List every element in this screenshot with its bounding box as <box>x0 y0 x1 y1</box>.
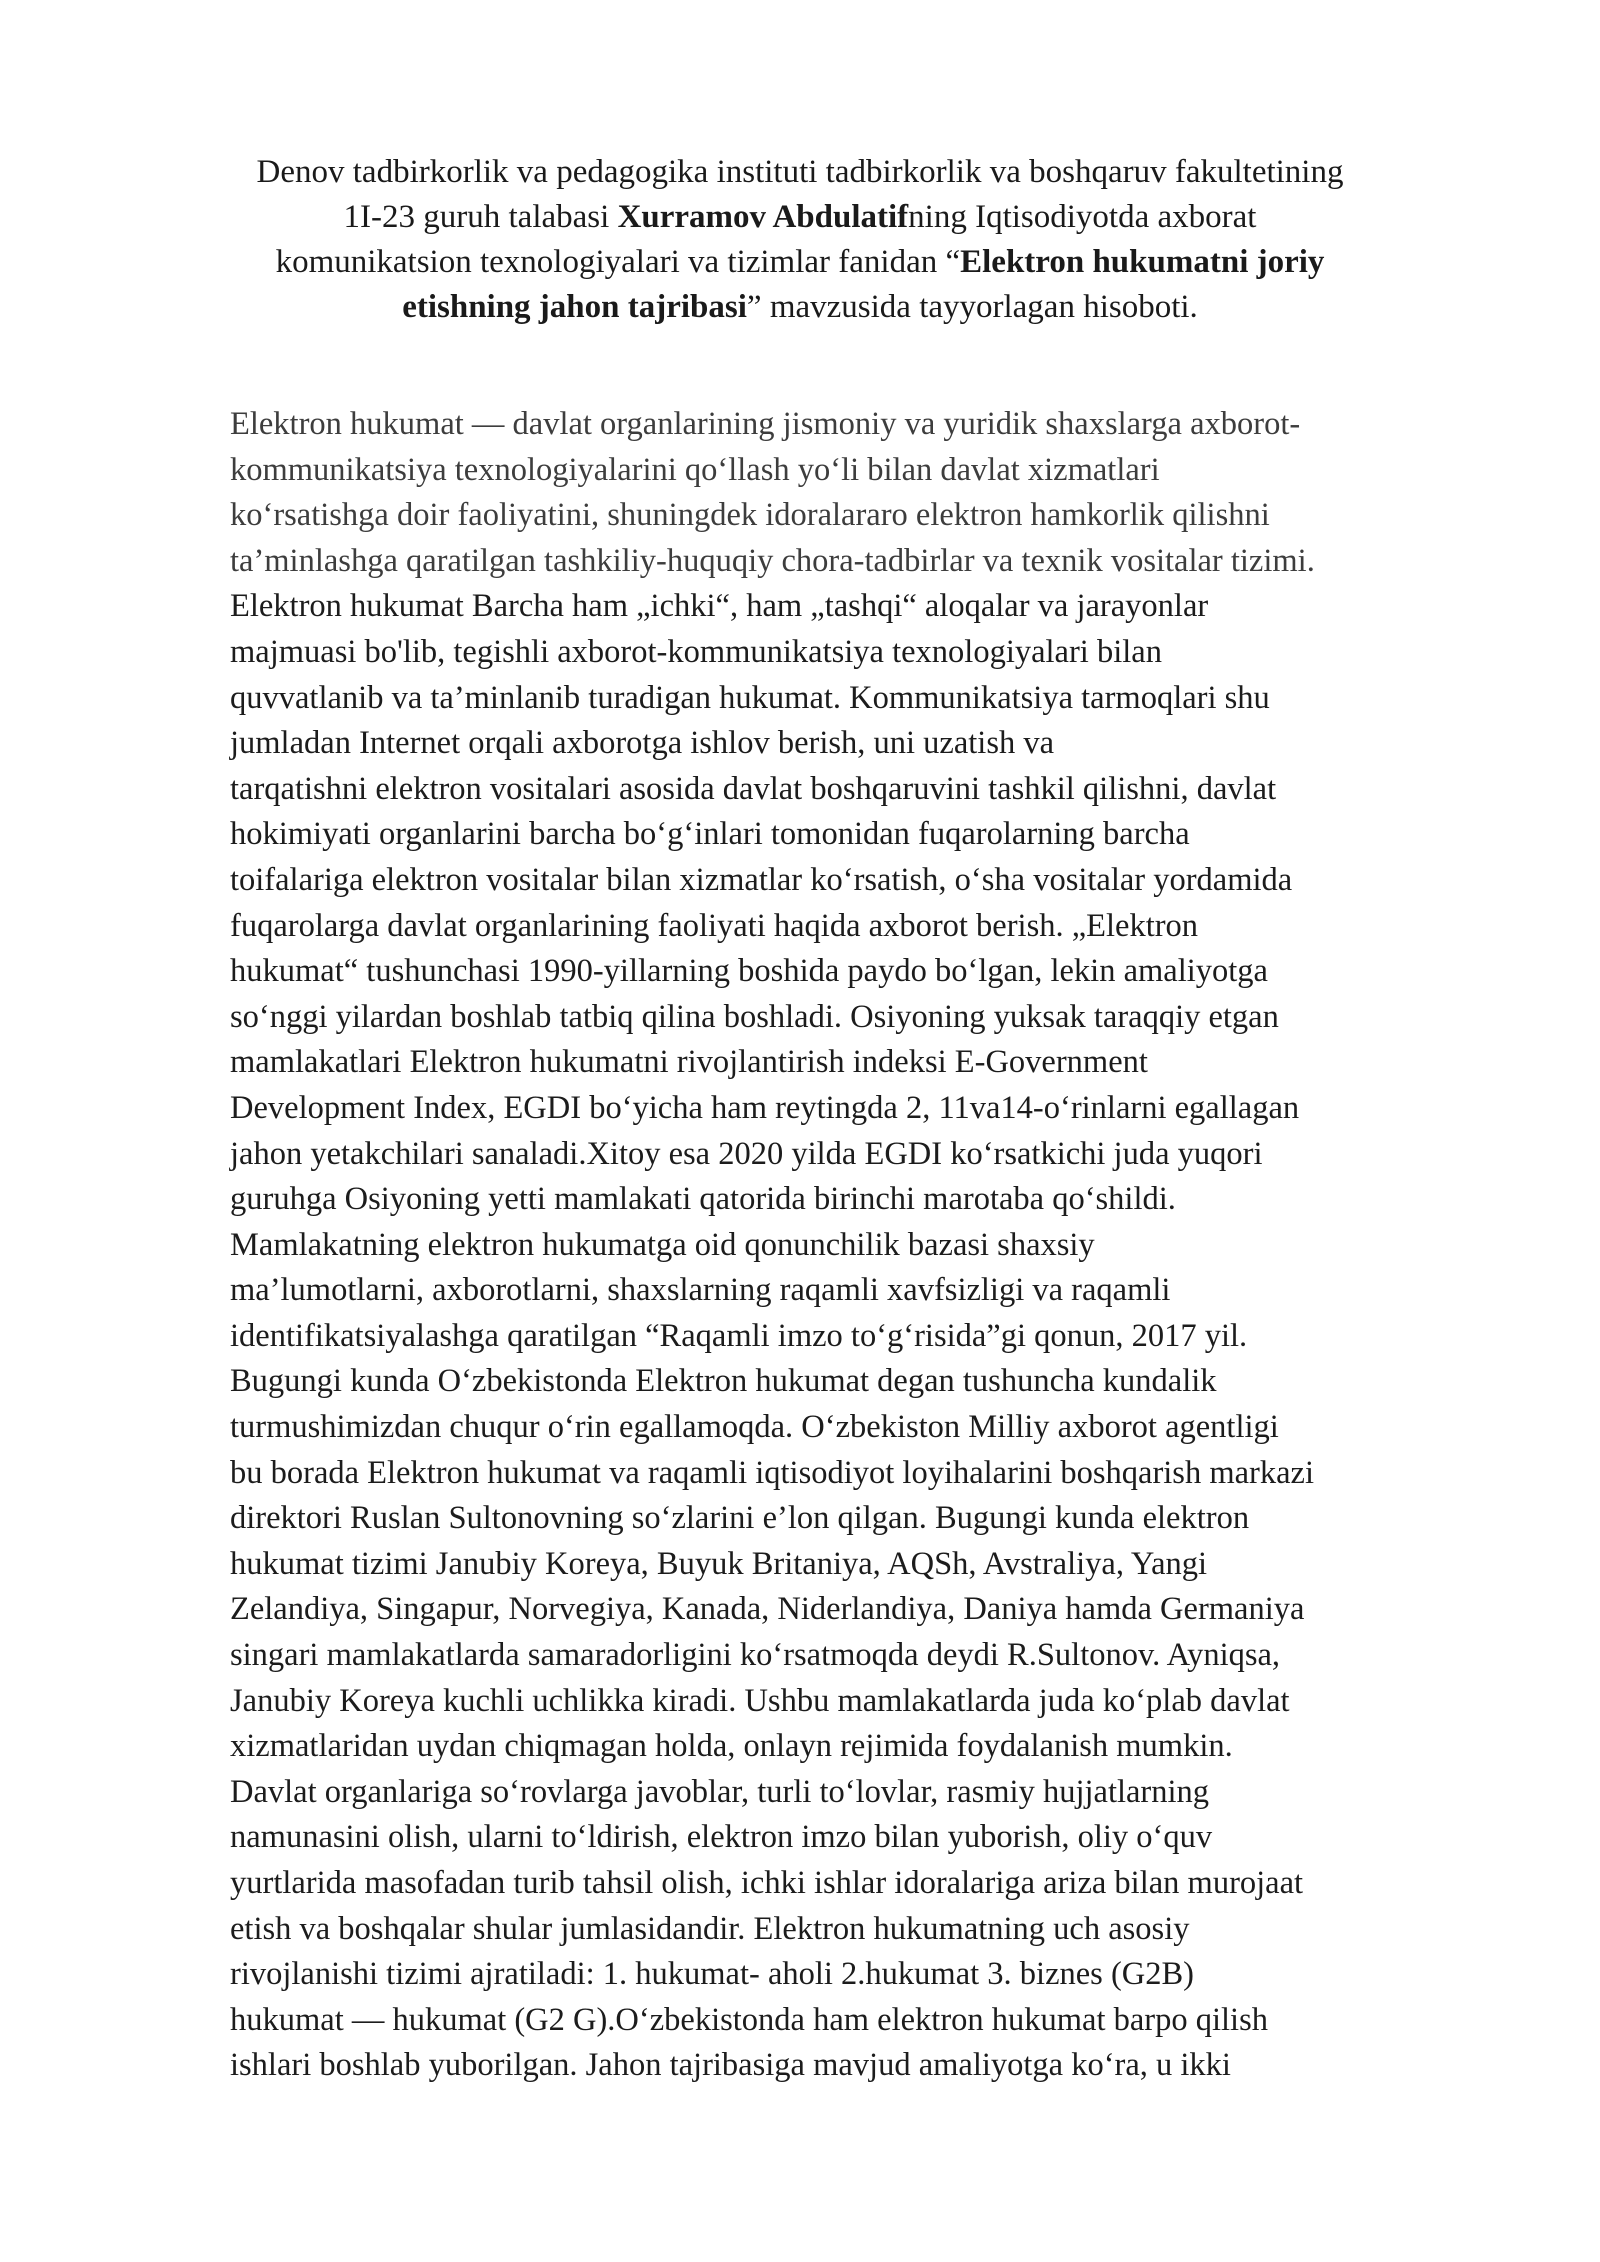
body-line: ishlari boshlab yuborilgan. Jahon tajribasiga mavjud amaliyotga ko‘ra, u ikki <box>230 2047 1231 2084</box>
body-line: so‘nggi yilardan boshlab tatbiq qilina boshladi. Osiyoning yuksak taraqqiy etgan <box>230 998 1279 1035</box>
heading-group-text: 1I-23 guruh talabasi <box>343 199 618 235</box>
body-line: identifikatsiyalashga qaratilgan “Raqamli imzo to‘g‘risida”gi qonun, 2017 yil. <box>230 1317 1248 1354</box>
body-line: Zelandiya, Singapur, Norvegiya, Kanada, Niderlandiya, Daniya hamda Germaniya <box>230 1591 1305 1628</box>
body-line: quvvatlanib va ta’minlanib turadigan hukumat. Kommunikatsiya tarmoqlari shu <box>230 679 1270 716</box>
body-line: rivojlanishi tizimi ajratiladi: 1. hukumat- aholi 2.hukumat 3. biznes (G2B) <box>230 1956 1194 1993</box>
body-line: hukumat tizimi Janubiy Koreya, Buyuk Britaniya, AQSh, Avstraliya, Yangi <box>230 1545 1208 1582</box>
body-line: ta’minlashga qaratilgan tashkiliy-huquqiy chora-tadbirlar va texnik vositalar tizimi. <box>230 542 1315 579</box>
heading-course-text: komunikatsion texnologiyalari va tizimlar fanidan “ <box>275 244 961 280</box>
report-topic-part-1: Elektron hukumatni joriy <box>960 244 1325 280</box>
body-line: Davlat organlariga so‘rovlarga javoblar, turli to‘lovlar, rasmiy hujjatlarning <box>230 1773 1210 1810</box>
body-line: toifalariga elektron vositalar bilan xizmatlar ko‘rsatish, o‘sha vositalar yordamida <box>230 861 1293 898</box>
heading-subject-text: ning Iqtisodiyotda axborat <box>908 199 1257 235</box>
body-line: majmuasi bo'lib, tegishli axborot-kommunikatsiya texnologiyalari bilan <box>230 633 1162 670</box>
body-line: Bugungi kunda O‘zbekistonda Elektron hukumat degan tushuncha kundalik <box>230 1363 1217 1400</box>
body-line: Janubiy Koreya kuchli uchlikka kiradi. Ushbu mamlakatlarda juda ko‘plab davlat <box>230 1682 1290 1719</box>
heading-institute-text: Denov tadbirkorlik va pedagogika instituti tadbirkorlik va boshqaruv fakultetining <box>256 154 1344 190</box>
body-line: bu borada Elektron hukumat va raqamli iqtisodiyot loyihalarini boshqarish markazi <box>230 1454 1314 1491</box>
body-line: fuqarolarga davlat organlarining faoliyati haqida axborot berish. „Elektron <box>230 907 1199 944</box>
body-line: etish va boshqalar shular jumlasidandir. Elektron hukumatning uch asosiy <box>230 1910 1190 1947</box>
report-heading <box>180 150 1420 330</box>
body-line: xizmatlaridan uydan chiqmagan holda, onlayn rejimida foydalanish mumkin. <box>230 1728 1233 1765</box>
body-line: direktori Ruslan Sultonovning so‘zlarini e’lon qilgan. Bugungi kunda elektron <box>230 1500 1250 1537</box>
student-name: Xurramov Abdulatif <box>617 199 909 235</box>
body-line: Elektron hukumat Barcha ham „ichki“, ham „tashqi“ aloqalar va jarayonlar <box>230 588 1209 625</box>
body-line: Elektron hukumat — davlat organlarining jismoniy va yuridik shaxslarga axborot- <box>230 406 1301 442</box>
body-line: jahon yetakchilari sanaladi.Xitoy esa 2020 yilda EGDI ko‘rsatkichi juda yuqori <box>230 1135 1263 1172</box>
body-line: jumladan Internet orqali axborotga ishlov berish, uni uzatish va <box>230 725 1055 762</box>
body-line: hukumat — hukumat (G2 G).O‘zbekistonda ham elektron hukumat barpo qilish <box>230 2001 1268 2038</box>
report-body <box>230 402 1530 2089</box>
body-line: mamlakatlari Elektron hukumatni rivojlantirish indeksi E-Government <box>230 1044 1148 1081</box>
body-line: singari mamlakatlarda samaradorligini ko‘rsatmoqda deydi R.Sultonov. Ayniqsa, <box>230 1637 1281 1674</box>
body-line: ma’lumotlarni, axborotlarni, shaxslarning raqamli xavfsizligi va raqamli <box>230 1272 1171 1309</box>
body-line: hokimiyati organlarini barcha bo‘g‘inlari tomonidan fuqarolarning barcha <box>230 816 1190 853</box>
body-line: namunasini olish, ularni to‘ldirish, elektron imzo bilan yuborish, oliy o‘quv <box>230 1819 1213 1856</box>
body-line: yurtlarida masofadan turib tahsil olish, ichki ishlar idoralariga ariza bilan murojaat <box>230 1865 1304 1901</box>
heading-closing-text: ” mavzusida tayyorlagan hisoboti. <box>746 289 1198 325</box>
body-line: hukumat“ tushunchasi 1990-yillarning boshida paydo bo‘lgan, lekin amaliyotga <box>230 953 1268 990</box>
body-line: Development Index, EGDI bo‘yicha ham reytingda 2, 11va14-o‘rinlarni egallagan <box>230 1089 1300 1126</box>
report-topic-part-2: etishning jahon tajribasi <box>402 289 747 325</box>
body-line: tarqatishni elektron vositalari asosida davlat boshqaruvini tashkil qilishni, davlat <box>230 770 1277 807</box>
body-line: guruhga Osiyoning yetti mamlakati qatorida birinchi marotaba qo‘shildi. <box>230 1181 1176 1218</box>
body-line: Mamlakatning elektron hukumatga oid qonunchilik bazasi shaxsiy <box>230 1226 1095 1263</box>
body-line: kommunikatsiya texnologiyalarini qo‘llash yo‘li bilan davlat xizmatlari <box>230 451 1160 488</box>
body-line: ko‘rsatishga doir faoliyatini, shuningdek idoralararo elektron hamkorlik qilishni <box>230 497 1270 534</box>
body-line: turmushimizdan chuqur o‘rin egallamoqda. O‘zbekiston Milliy axborot agentligi <box>230 1409 1279 1446</box>
